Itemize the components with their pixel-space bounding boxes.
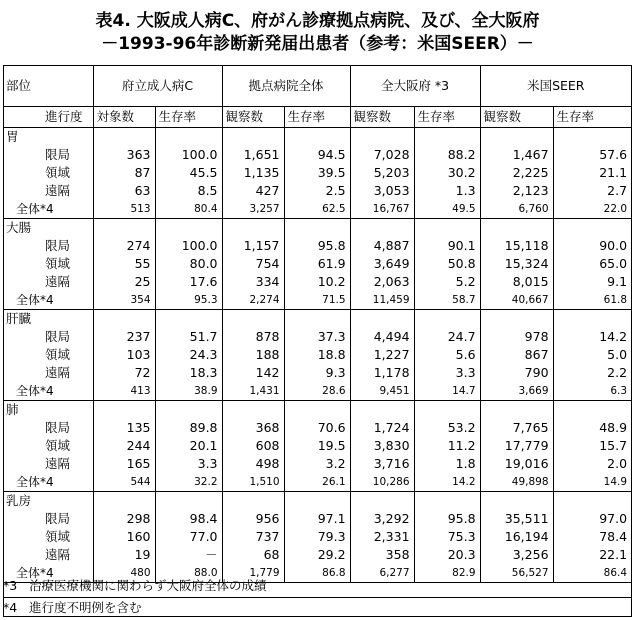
stage-row	[3, 182, 631, 200]
footnote-4	[3, 597, 631, 617]
site-label: 胃	[6, 129, 19, 144]
survival-rate-cell: 38.9	[155, 382, 222, 401]
empty-cell	[284, 401, 350, 420]
count-cell: 10,286	[350, 473, 414, 492]
count-cell: 35,511	[480, 510, 553, 528]
survival-rate-cell: 57.6	[553, 146, 631, 164]
survival-rate-cell: 17.6	[155, 273, 222, 291]
survival-rate-cell: 89.8	[155, 419, 222, 437]
header-group: 拠点病院全体	[222, 66, 350, 107]
count-cell: 3,053	[350, 182, 414, 200]
survival-rate-cell: 30.2	[414, 164, 480, 182]
survival-rate-cell: 95.8	[414, 510, 480, 528]
stage-row	[3, 528, 631, 546]
empty-cell	[480, 401, 553, 420]
stage-label: 全体*4	[3, 382, 93, 401]
empty-cell	[414, 401, 480, 420]
survival-rate-cell: 100.0	[155, 146, 222, 164]
survival-rate-cell: 28.6	[284, 382, 350, 401]
empty-cell	[553, 310, 631, 329]
table-title-line2: －1993-96年診断新発届出患者（参考：米国SEER）－	[101, 34, 534, 54]
empty-cell	[350, 310, 414, 329]
survival-rate-cell: 58.7	[414, 291, 480, 310]
count-cell: 2,123	[480, 182, 553, 200]
count-cell: 334	[222, 273, 284, 291]
stage-row	[3, 346, 631, 364]
survival-rate-cell: 39.5	[284, 164, 350, 182]
stage-label: 限局	[45, 238, 71, 253]
empty-cell	[155, 492, 222, 511]
count-cell: 6,277	[350, 564, 414, 583]
count-cell: 3,669	[480, 382, 553, 401]
stage-label: 遠隔	[45, 183, 71, 198]
count-cell: 1,467	[480, 146, 553, 164]
count-cell: 8,015	[480, 273, 553, 291]
header-sub: 生存率	[284, 107, 350, 128]
count-cell: 9,451	[350, 382, 414, 401]
count-cell: 790	[480, 364, 553, 382]
count-cell: 1,510	[222, 473, 284, 492]
survival-rate-cell: 49.5	[414, 200, 480, 219]
header-sub: 生存率	[414, 107, 480, 128]
survival-rate-cell: 22.1	[553, 546, 631, 564]
count-cell: 19	[93, 546, 155, 564]
survival-rate-cell: 8.5	[155, 182, 222, 200]
count-cell: 368	[222, 419, 284, 437]
count-cell: 480	[93, 564, 155, 583]
count-cell: 544	[93, 473, 155, 492]
count-cell: 49,898	[480, 473, 553, 492]
count-cell: 3,256	[480, 546, 553, 564]
site-row	[3, 310, 631, 329]
survival-rate-cell: 90.0	[553, 237, 631, 255]
count-cell: 142	[222, 364, 284, 382]
empty-cell	[350, 219, 414, 238]
header-sub: 観察数	[350, 107, 414, 128]
stage-row	[3, 164, 631, 182]
count-cell: 72	[93, 364, 155, 382]
empty-cell	[350, 401, 414, 420]
count-cell: 3,716	[350, 455, 414, 473]
survival-rate-cell: 19.5	[284, 437, 350, 455]
empty-cell	[553, 492, 631, 511]
stage-row	[3, 237, 631, 255]
empty-cell	[284, 310, 350, 329]
count-cell: 16,767	[350, 200, 414, 219]
survival-rate-cell: 21.1	[553, 164, 631, 182]
empty-cell	[480, 128, 553, 147]
survival-rate-cell: 95.3	[155, 291, 222, 310]
stage-label: 遠隔	[45, 365, 71, 380]
stage-label: 全体*4	[3, 564, 93, 583]
empty-cell	[284, 219, 350, 238]
survival-rate-cell: 88.2	[414, 146, 480, 164]
header-group: 米国SEER	[480, 66, 631, 107]
footnote-text: 治療医療機関に関わらず大阪府全体の成績	[29, 578, 267, 593]
count-cell: 63	[93, 182, 155, 200]
survival-rate-cell: 97.1	[284, 510, 350, 528]
count-cell: 244	[93, 437, 155, 455]
count-cell: 5,203	[350, 164, 414, 182]
survival-rate-cell: 100.0	[155, 237, 222, 255]
empty-cell	[350, 128, 414, 147]
survival-rate-cell: 6.3	[553, 382, 631, 401]
stage-row	[3, 455, 631, 473]
survival-rate-cell: 61.8	[553, 291, 631, 310]
count-cell: 1,135	[222, 164, 284, 182]
survival-rate-cell: 32.2	[155, 473, 222, 492]
empty-cell	[93, 401, 155, 420]
empty-cell	[414, 492, 480, 511]
count-cell: 1,431	[222, 382, 284, 401]
header-row-sub	[3, 107, 631, 128]
survival-rate-cell: 1.8	[414, 455, 480, 473]
empty-cell	[155, 219, 222, 238]
count-cell: 274	[93, 237, 155, 255]
survival-rate-cell: 71.5	[284, 291, 350, 310]
survival-rate-cell: 80.4	[155, 200, 222, 219]
survival-rate-cell: 9.3	[284, 364, 350, 382]
header-group: 府立成人病C	[93, 66, 222, 107]
survival-rate-cell: 2.0	[553, 455, 631, 473]
empty-cell	[553, 401, 631, 420]
stage-row	[3, 255, 631, 273]
empty-cell	[155, 310, 222, 329]
stage-label: 限局	[45, 147, 71, 162]
stage-label: 遠隔	[45, 456, 71, 471]
header-sub: 対象数	[93, 107, 155, 128]
count-cell: 6,760	[480, 200, 553, 219]
survival-rate-cell: 5.2	[414, 273, 480, 291]
count-cell: 160	[93, 528, 155, 546]
stage-label: 領域	[45, 347, 71, 362]
count-cell: 3,830	[350, 437, 414, 455]
survival-rate-cell: －	[155, 546, 222, 564]
survival-rate-cell: 11.2	[414, 437, 480, 455]
stage-label: 全体*4	[3, 200, 93, 219]
empty-cell	[284, 492, 350, 511]
survival-rate-cell: 20.1	[155, 437, 222, 455]
count-cell: 2,331	[350, 528, 414, 546]
survival-rate-cell: 14.7	[414, 382, 480, 401]
count-cell: 7,765	[480, 419, 553, 437]
survival-rate-cell: 3.2	[284, 455, 350, 473]
empty-cell	[222, 310, 284, 329]
survival-rate-cell: 5.0	[553, 346, 631, 364]
count-cell: 15,118	[480, 237, 553, 255]
survival-rate-cell: 14.2	[553, 328, 631, 346]
count-cell: 68	[222, 546, 284, 564]
footnote-mark: *3	[3, 578, 18, 593]
site-row	[3, 401, 631, 420]
empty-cell	[480, 219, 553, 238]
stage-row	[3, 328, 631, 346]
stage-label: 限局	[45, 329, 71, 344]
count-cell: 16,194	[480, 528, 553, 546]
survival-rate-cell: 51.7	[155, 328, 222, 346]
empty-cell	[222, 492, 284, 511]
survival-rate-cell: 90.1	[414, 237, 480, 255]
survival-rate-cell: 15.7	[553, 437, 631, 455]
header-sub: 観察数	[222, 107, 284, 128]
count-cell: 413	[93, 382, 155, 401]
stage-label: 遠隔	[45, 547, 71, 562]
survival-rate-cell: 14.9	[553, 473, 631, 492]
survival-rate-cell: 62.5	[284, 200, 350, 219]
site-label: 肺	[6, 402, 19, 417]
empty-cell	[414, 219, 480, 238]
header-sub: 生存率	[155, 107, 222, 128]
stage-label: 領域	[45, 438, 71, 453]
empty-cell	[155, 401, 222, 420]
count-cell: 298	[93, 510, 155, 528]
empty-cell	[222, 401, 284, 420]
stage-label: 全体*4	[3, 291, 93, 310]
survival-rate-cell: 61.9	[284, 255, 350, 273]
survival-rate-cell: 80.0	[155, 255, 222, 273]
survival-rate-cell: 26.1	[284, 473, 350, 492]
header-row-groups	[3, 66, 631, 107]
survival-rate-cell: 14.2	[414, 473, 480, 492]
stage-row	[3, 510, 631, 528]
footnote-text: 進行度不明例を含む	[29, 600, 142, 615]
count-cell: 4,887	[350, 237, 414, 255]
empty-cell	[284, 128, 350, 147]
stage-label: 全体*4	[3, 473, 93, 492]
count-cell: 7,028	[350, 146, 414, 164]
count-cell: 1,178	[350, 364, 414, 382]
empty-cell	[553, 219, 631, 238]
survival-rate-cell: 78.4	[553, 528, 631, 546]
survival-rate-cell: 5.6	[414, 346, 480, 364]
survival-rate-cell: 70.6	[284, 419, 350, 437]
stage-row	[3, 364, 631, 382]
empty-cell	[93, 310, 155, 329]
empty-cell	[414, 310, 480, 329]
empty-cell	[93, 219, 155, 238]
count-cell: 19,016	[480, 455, 553, 473]
survival-rate-cell: 3.3	[414, 364, 480, 382]
survival-rate-cell: 65.0	[553, 255, 631, 273]
stage-label: 領域	[45, 529, 71, 544]
header-sub: 観察数	[480, 107, 553, 128]
empty-cell	[222, 219, 284, 238]
site-label: 肝臓	[6, 311, 32, 326]
survival-rate-cell: 24.7	[414, 328, 480, 346]
survival-rate-cell: 53.2	[414, 419, 480, 437]
empty-cell	[553, 128, 631, 147]
survival-rate-cell: 9.1	[553, 273, 631, 291]
count-cell: 11,459	[350, 291, 414, 310]
survival-table	[3, 65, 631, 583]
survival-rate-cell: 24.3	[155, 346, 222, 364]
site-row	[3, 128, 631, 147]
count-cell: 737	[222, 528, 284, 546]
survival-rate-cell: 75.3	[414, 528, 480, 546]
header-stage: 進行度	[3, 107, 93, 128]
survival-rate-cell: 18.3	[155, 364, 222, 382]
count-cell: 2,063	[350, 273, 414, 291]
count-cell: 3,292	[350, 510, 414, 528]
total-row	[3, 382, 631, 401]
survival-rate-cell: 95.8	[284, 237, 350, 255]
footnote-mark: *4	[3, 600, 18, 615]
count-cell: 754	[222, 255, 284, 273]
count-cell: 2,274	[222, 291, 284, 310]
survival-rate-cell: 45.5	[155, 164, 222, 182]
count-cell: 237	[93, 328, 155, 346]
total-row	[3, 291, 631, 310]
count-cell: 2,225	[480, 164, 553, 182]
survival-rate-cell: 10.2	[284, 273, 350, 291]
count-cell: 25	[93, 273, 155, 291]
count-cell: 1,157	[222, 237, 284, 255]
count-cell: 17,779	[480, 437, 553, 455]
total-row	[3, 200, 631, 219]
table-title-line1: 表4. 大阪成人病C、府がん診療拠点病院、及び、全大阪府	[95, 11, 540, 31]
survival-rate-cell: 94.5	[284, 146, 350, 164]
empty-cell	[222, 128, 284, 147]
empty-cell	[480, 492, 553, 511]
survival-rate-cell: 29.2	[284, 546, 350, 564]
stage-label: 遠隔	[45, 274, 71, 289]
total-row	[3, 473, 631, 492]
count-cell: 55	[93, 255, 155, 273]
survival-rate-cell: 77.0	[155, 528, 222, 546]
site-row	[3, 219, 631, 238]
stage-row	[3, 546, 631, 564]
count-cell: 363	[93, 146, 155, 164]
header-site: 部位	[3, 66, 93, 107]
count-cell: 878	[222, 328, 284, 346]
count-cell: 40,667	[480, 291, 553, 310]
count-cell: 15,324	[480, 255, 553, 273]
count-cell: 1,651	[222, 146, 284, 164]
survival-rate-cell: 79.3	[284, 528, 350, 546]
survival-rate-cell: 2.5	[284, 182, 350, 200]
count-cell: 56,527	[480, 564, 553, 583]
survival-rate-cell: 88.0	[155, 564, 222, 583]
site-row	[3, 492, 631, 511]
site-label: 乳房	[6, 493, 32, 508]
count-cell: 3,257	[222, 200, 284, 219]
count-cell: 956	[222, 510, 284, 528]
survival-rate-cell: 18.8	[284, 346, 350, 364]
stage-row	[3, 437, 631, 455]
empty-cell	[93, 492, 155, 511]
count-cell: 427	[222, 182, 284, 200]
survival-rate-cell: 2.2	[553, 364, 631, 382]
count-cell: 165	[93, 455, 155, 473]
survival-rate-cell: 3.3	[155, 455, 222, 473]
count-cell: 1,779	[222, 564, 284, 583]
stage-label: 領域	[45, 256, 71, 271]
count-cell: 358	[350, 546, 414, 564]
stage-row	[3, 273, 631, 291]
count-cell: 87	[93, 164, 155, 182]
survival-rate-cell: 1.3	[414, 182, 480, 200]
count-cell: 513	[93, 200, 155, 219]
count-cell: 103	[93, 346, 155, 364]
stage-row	[3, 146, 631, 164]
count-cell: 3,649	[350, 255, 414, 273]
survival-rate-cell: 86.8	[284, 564, 350, 583]
survival-rate-cell: 37.3	[284, 328, 350, 346]
empty-cell	[155, 128, 222, 147]
count-cell: 498	[222, 455, 284, 473]
survival-rate-cell: 2.7	[553, 182, 631, 200]
count-cell: 978	[480, 328, 553, 346]
header-group: 全大阪府 *3	[350, 66, 480, 107]
stage-label: 限局	[45, 420, 71, 435]
stage-label: 限局	[45, 511, 71, 526]
survival-rate-cell: 48.9	[553, 419, 631, 437]
count-cell: 135	[93, 419, 155, 437]
count-cell: 608	[222, 437, 284, 455]
survival-rate-cell: 97.0	[553, 510, 631, 528]
survival-rate-cell: 20.3	[414, 546, 480, 564]
empty-cell	[414, 128, 480, 147]
count-cell: 188	[222, 346, 284, 364]
count-cell: 1,724	[350, 419, 414, 437]
survival-rate-cell: 50.8	[414, 255, 480, 273]
site-label: 大腸	[6, 220, 32, 235]
stage-label: 領域	[45, 165, 71, 180]
count-cell: 867	[480, 346, 553, 364]
empty-cell	[480, 310, 553, 329]
empty-cell	[350, 492, 414, 511]
survival-rate-cell: 86.4	[553, 564, 631, 583]
survival-rate-cell: 22.0	[553, 200, 631, 219]
survival-rate-cell: 98.4	[155, 510, 222, 528]
count-cell: 354	[93, 291, 155, 310]
survival-rate-cell: 82.9	[414, 564, 480, 583]
empty-cell	[93, 128, 155, 147]
footnote-3	[3, 576, 631, 595]
count-cell: 1,227	[350, 346, 414, 364]
count-cell: 4,494	[350, 328, 414, 346]
stage-row	[3, 419, 631, 437]
header-sub: 生存率	[553, 107, 631, 128]
